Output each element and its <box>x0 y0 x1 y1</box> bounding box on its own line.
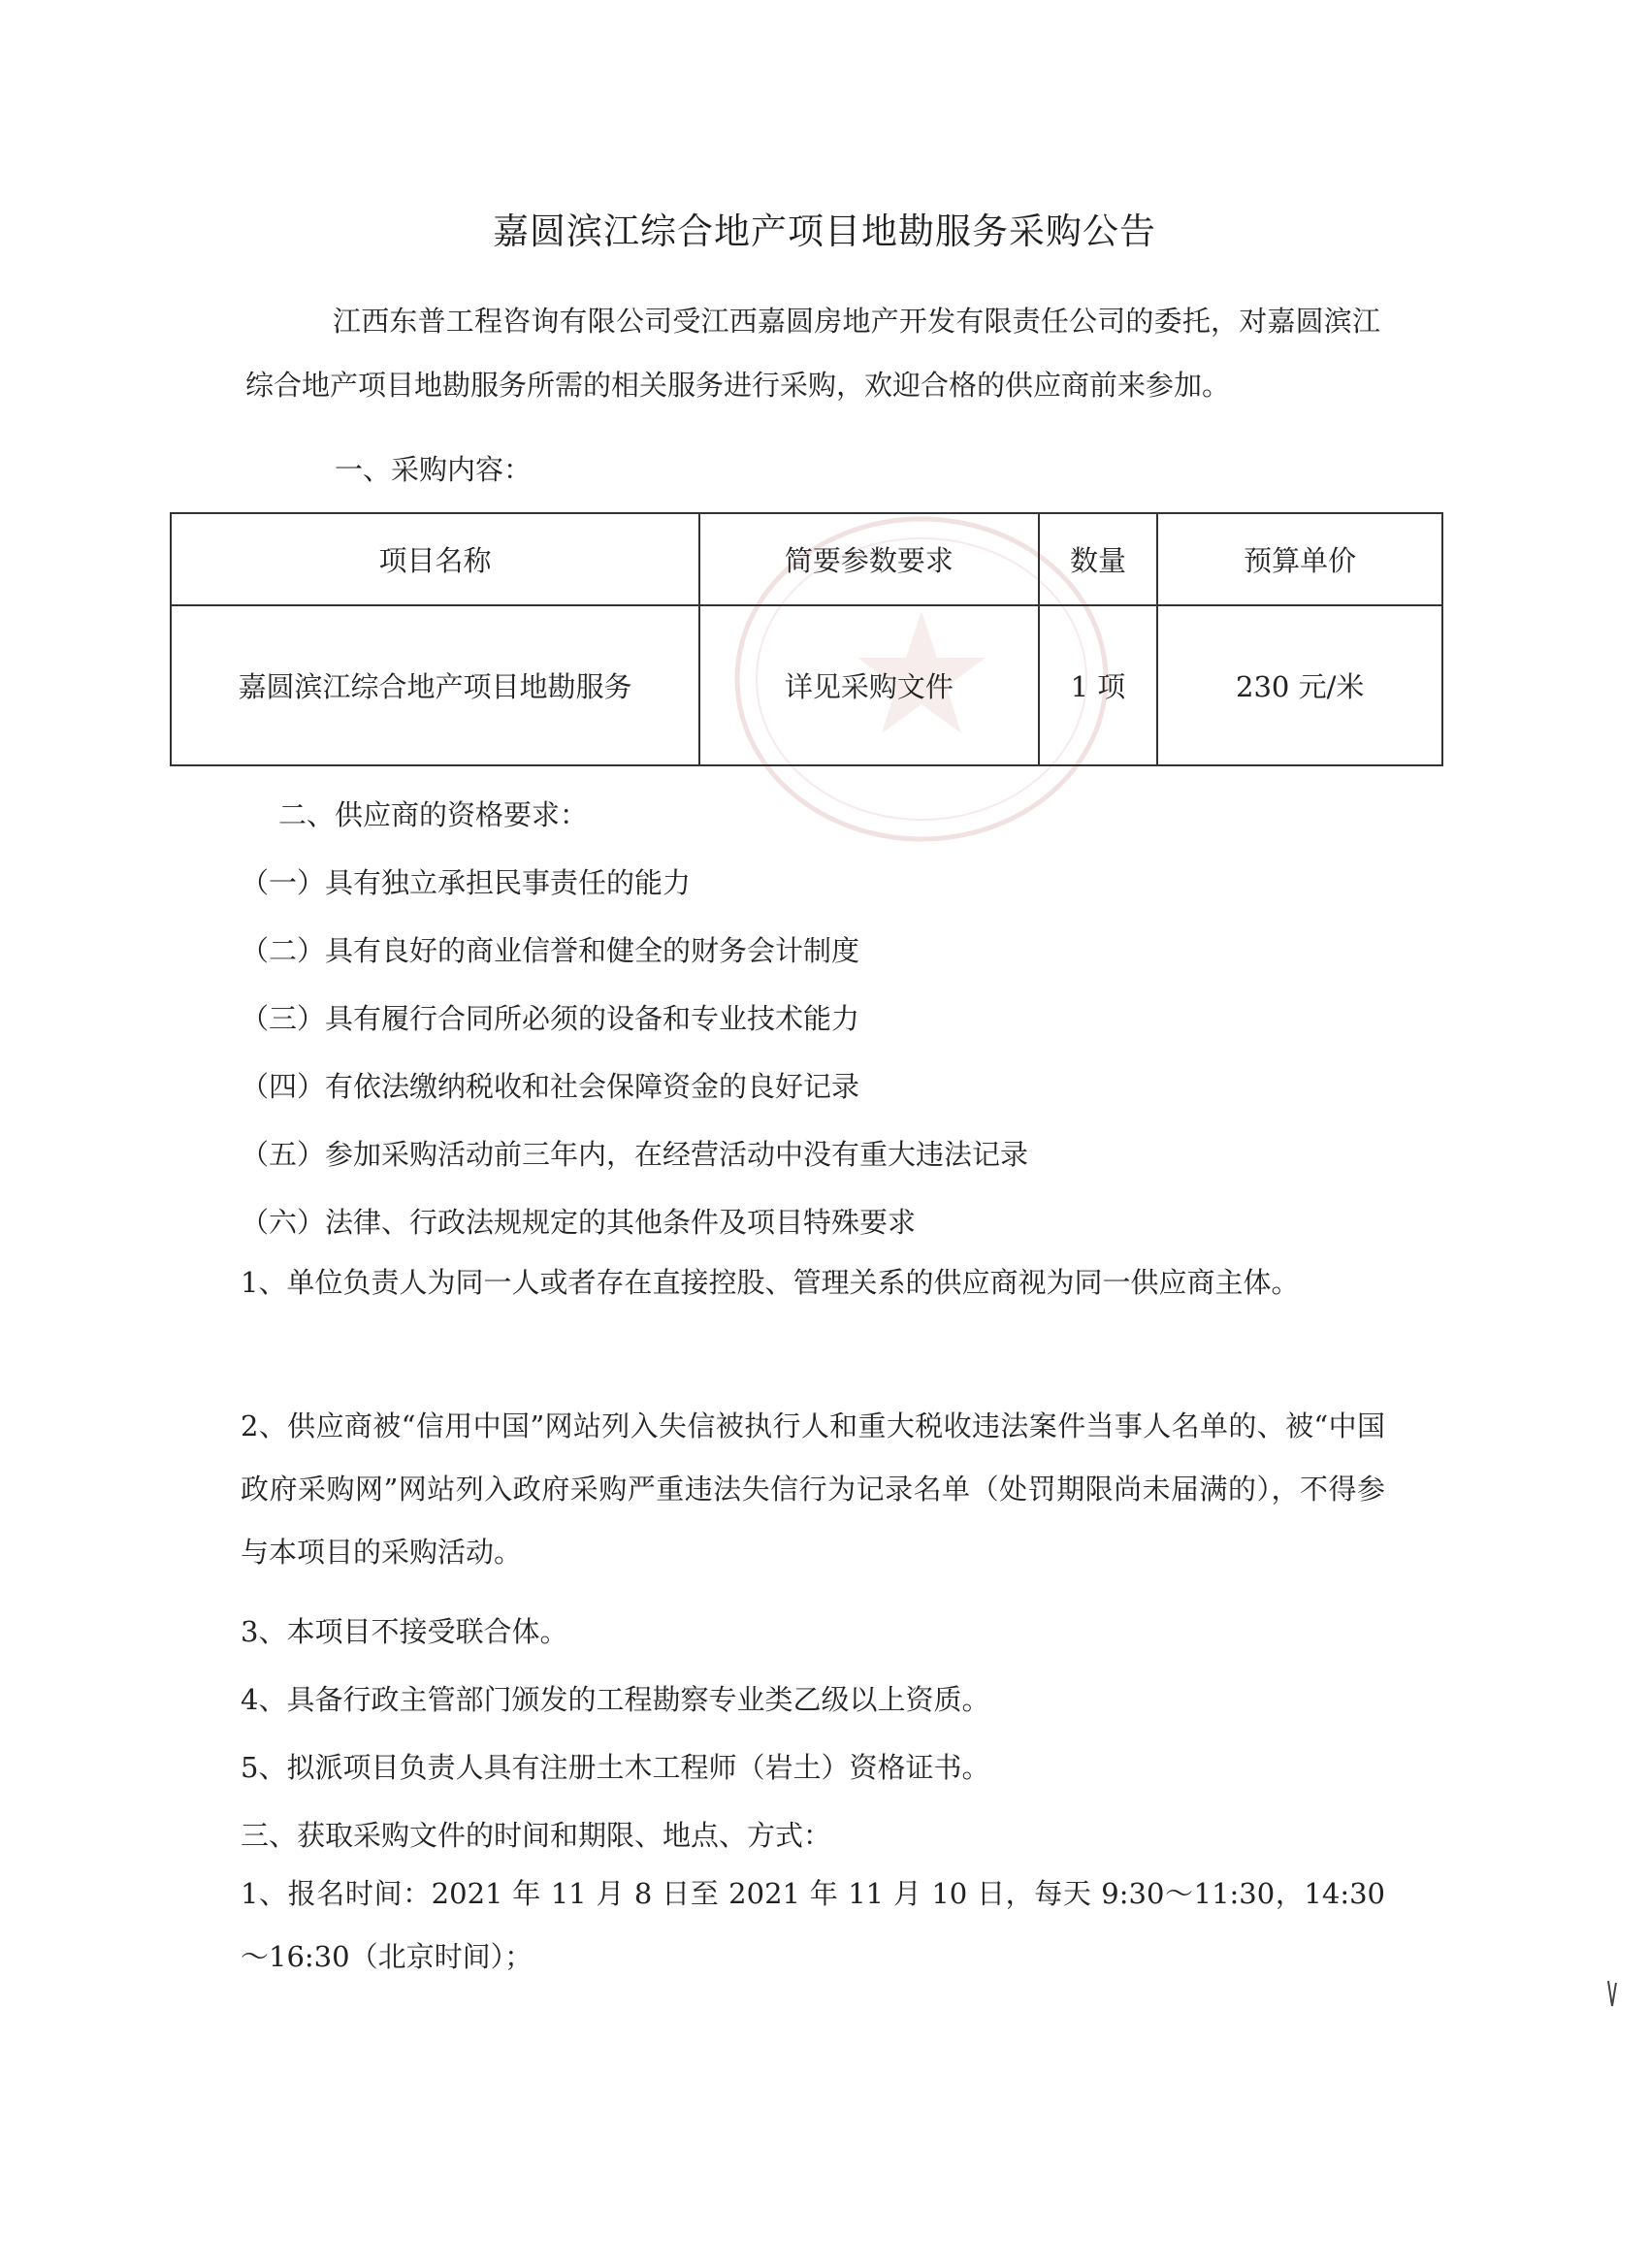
list-item: （二）具有良好的商业信誉和健全的财务会计制度 <box>241 934 860 967</box>
column-header: 简要参数要求 <box>699 513 1038 605</box>
table-cell: 230 元/米 <box>1157 605 1442 765</box>
numbered-item: 1、单位负责人为同一人或者存在直接控股、管理关系的供应商视为同一供应商主体。 <box>241 1266 1300 1299</box>
page-title: 嘉圆滨江综合地产项目地勘服务采购公告 <box>493 211 1156 252</box>
numbered-item: 3、本项目不接受联合体。 <box>241 1615 568 1648</box>
table-row <box>171 605 1442 765</box>
procurement-table <box>170 512 1443 766</box>
list-item: （四）有依法缴纳税收和社会保障资金的良好记录 <box>241 1070 860 1103</box>
column-header: 预算单价 <box>1157 513 1442 605</box>
section-heading-qualifications: 二、供应商的资格要求： <box>278 798 589 831</box>
list-item: （三）具有履行合同所必须的设备和专业技术能力 <box>241 1002 860 1035</box>
table-cell: 详见采购文件 <box>699 605 1038 765</box>
section-heading-acquisition: 三、获取采购文件的时间和期限、地点、方式： <box>241 1819 832 1852</box>
table-cell: 嘉圆滨江综合地产项目地勘服务 <box>171 605 699 765</box>
numbered-item: 1、报名时间：2021 年 11 月 8 日至 2021 年 11 月 10 日，每天 9:30～11:30，14:30～16:30（北京时间）； <box>241 1877 1385 1973</box>
list-item: （一）具有独立承担民事责任的能力 <box>241 866 692 899</box>
column-header: 数量 <box>1039 513 1158 605</box>
section-heading-content: 一、采购内容： <box>335 453 533 486</box>
table-cell: 1 项 <box>1039 605 1158 765</box>
table-header-row <box>171 513 1442 605</box>
intro-paragraph: 江西东普工程咨询有限公司受江西嘉圆房地产开发有限责任公司的委托，对嘉圆滨江综合地产项目地勘服务所需的相关服务进行采购，欢迎合格的供应商前来参加。 <box>245 305 1380 402</box>
scan-artifact-icon <box>1606 1979 1618 2008</box>
numbered-item: 4、具备行政主管部门颁发的工程勘察专业类乙级以上资质。 <box>241 1683 990 1716</box>
numbered-item: 5、拟派项目负责人具有注册土木工程师（岩土）资格证书。 <box>241 1751 990 1784</box>
list-item: （六）法律、行政法规规定的其他条件及项目特殊要求 <box>241 1206 917 1239</box>
list-item: （五）参加采购活动前三年内，在经营活动中没有重大违法记录 <box>241 1138 1029 1171</box>
numbered-item: 2、供应商被“信用中国”网站列入失信被执行人和重大税收违法案件当事人名单的、被“中国政府采购网”网站列入政府采购严重违法失信行为记录名单（处罚期限尚未届满的），不得参与本项目的采购活动。 <box>241 1409 1385 1569</box>
column-header: 项目名称 <box>171 513 699 605</box>
